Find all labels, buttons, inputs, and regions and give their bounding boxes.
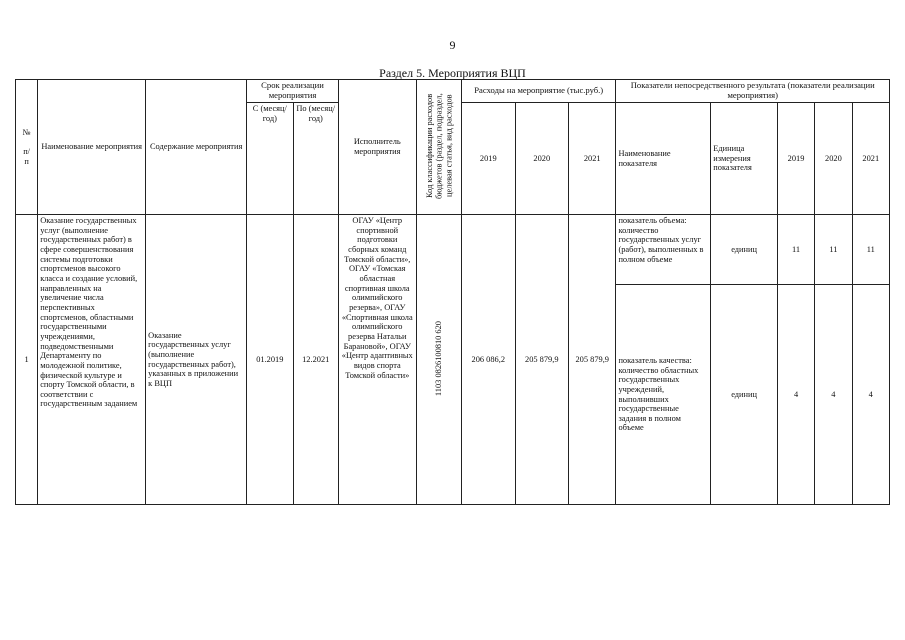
header-indicator-year-2020: 2020: [815, 103, 852, 215]
activities-table: [15, 79, 890, 505]
row-num: 1: [16, 215, 38, 505]
indicator-quality-2019: 4: [777, 285, 814, 505]
section-title: Раздел 5. Мероприятия ВЦП: [379, 66, 526, 80]
header-indicator-name: Наименование показателя: [616, 103, 711, 215]
header-expenses-group: Расходы на мероприятие (тыс.руб.): [462, 80, 616, 103]
header-period-from: С (месяц/ год): [247, 103, 293, 215]
row-expense-2019: 206 086,2: [462, 215, 515, 505]
row-expense-2020: 205 879,9: [515, 215, 568, 505]
header-row-1: [16, 80, 890, 103]
header-num: № п/ п: [16, 80, 38, 215]
row-from: 01.2019: [247, 215, 293, 505]
header-indicator-year-2019: 2019: [777, 103, 814, 215]
header-expense-year-2020: 2020: [515, 103, 568, 215]
indicator-volume-name: показатель объема: количество государственных услуг (работ), выполненных в полном объеме: [616, 215, 711, 285]
table-row: [16, 215, 890, 285]
header-expense-year-2019: 2019: [462, 103, 515, 215]
header-period-to: По (месяц/ год): [293, 103, 338, 215]
row-budget-code: [416, 215, 461, 505]
indicator-quality-2021: 4: [852, 285, 889, 505]
header-budget-code-text: Код классификации расходов бюджетов (раздел, подраздел, целевая статья, вид расходов: [424, 92, 454, 199]
indicator-volume-2021: 11: [852, 215, 889, 285]
indicator-volume-unit: единиц: [711, 215, 778, 285]
row-budget-code-text: 1103 0826100810 620: [434, 320, 443, 396]
indicator-quality-name: показатель качества: количество областных государственных учреждений, выполнивших государственные задания в полном объеме: [616, 285, 711, 505]
row-executor: ОГАУ «Центр спортивной подготовки сборных команд Томской области», ОГАУ «Томская областная спортивная школа олимпийского резерва», ОГАУ «Спортивная школа олимпийского резерва Натальи Барановой», ОГАУ «Центр адаптивных видов спорта Томской области»: [338, 215, 416, 505]
header-results-group: Показатели непосредственного результата (показатели реализации мероприятия): [616, 80, 890, 103]
row-expense-2021: 205 879,9: [569, 215, 616, 505]
header-budget-code: [416, 80, 461, 215]
row-to: 12.2021: [293, 215, 338, 505]
header-content: Содержание мероприятия: [146, 80, 247, 215]
header-expense-year-2021: 2021: [569, 103, 616, 215]
page-number: 9: [449, 38, 456, 52]
header-name: Наименование мероприятия: [38, 80, 146, 215]
header-indicator-unit: Единица измерения показателя: [711, 103, 778, 215]
row-name: Оказание государственных услуг (выполнение государственных работ) в сфере совершенствования системы подготовки спортсменов высокого класса и создание условий, направленных на увеличение числа перспективных спортсменов, областными государственными учреждениями, подведомственными Департаменту по молодежной политике, физической культуре и спорту Томской области, в соответствии с государственным заданием: [38, 215, 146, 505]
header-period-group: Срок реализации мероприятия: [247, 80, 339, 103]
indicator-quality-unit: единиц: [711, 285, 778, 505]
header-executor: Исполнитель мероприятия: [338, 80, 416, 215]
indicator-quality-2020: 4: [815, 285, 852, 505]
row-content: Оказание государственных услуг (выполнение государственных работ), указанных в приложении к ВЦП: [146, 215, 247, 505]
indicator-volume-2019: 11: [777, 215, 814, 285]
header-indicator-year-2021: 2021: [852, 103, 889, 215]
indicator-volume-2020: 11: [815, 215, 852, 285]
